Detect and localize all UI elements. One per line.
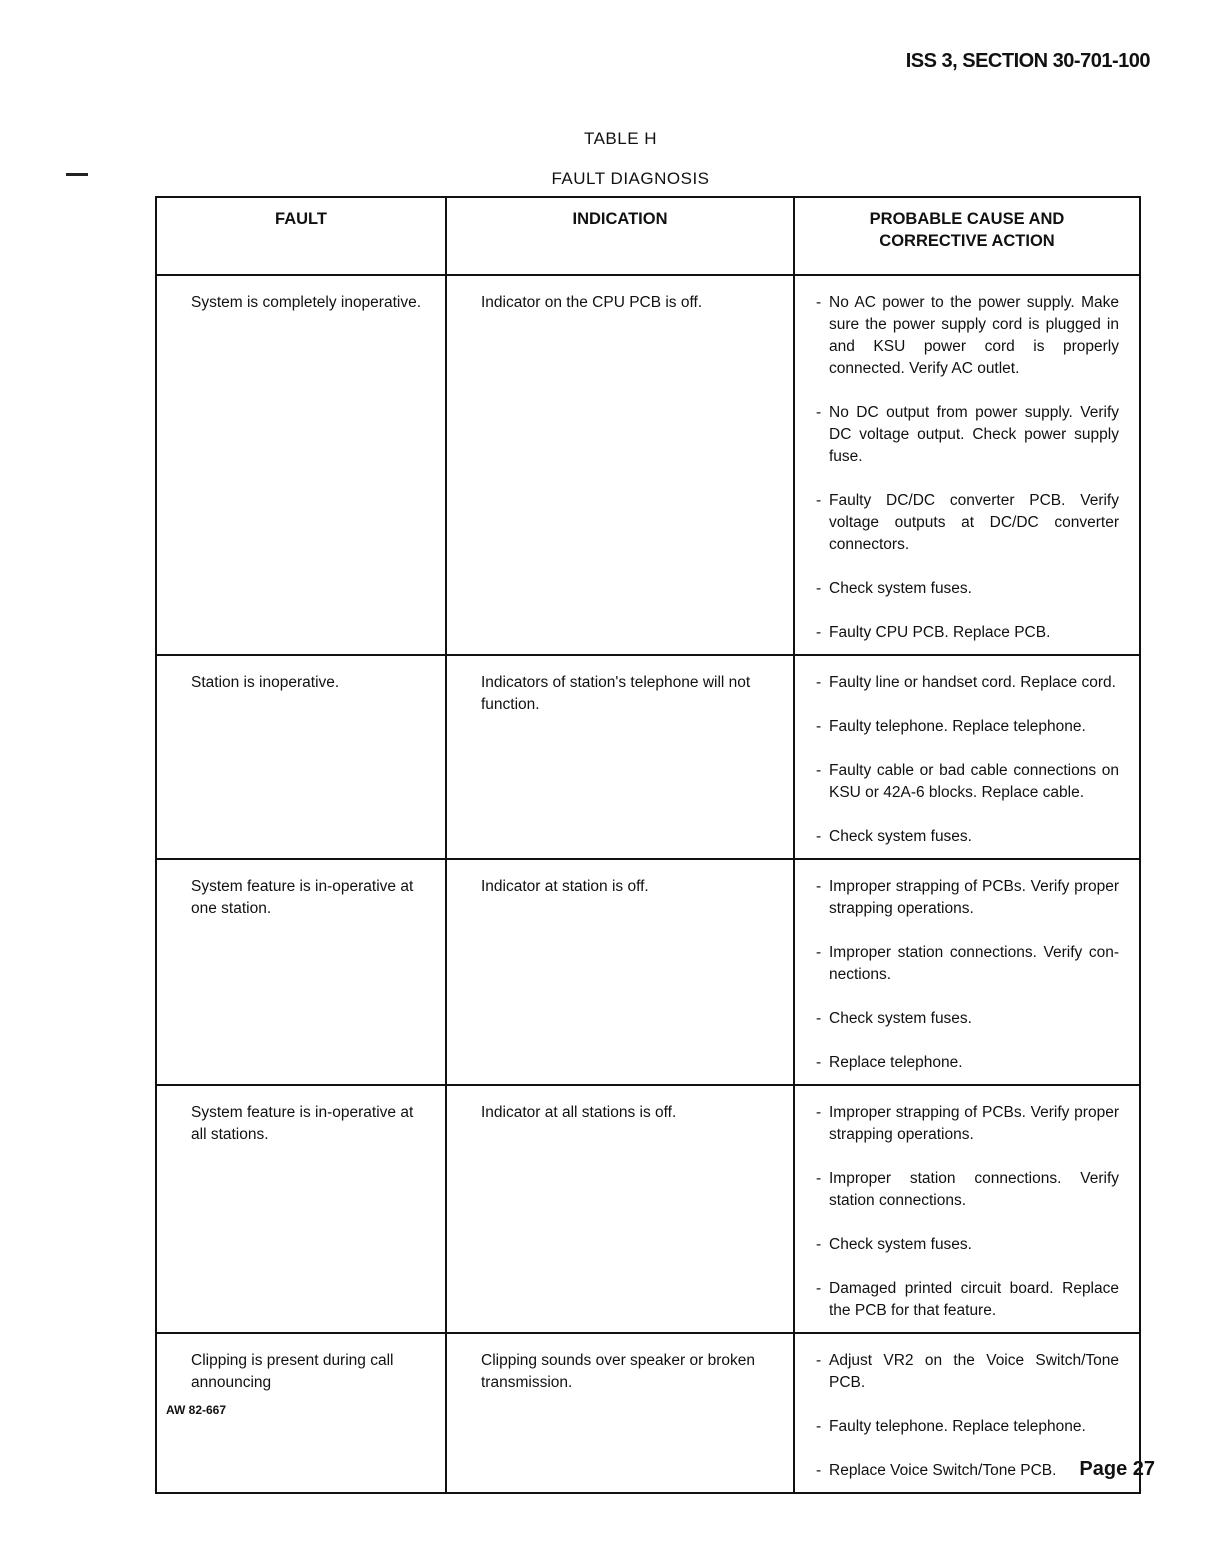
cause-item: - Check system fuses. [829,578,1119,600]
cause-cell [794,655,1140,859]
cause-item: - Faulty DC/DC converter PCB. Verify voltage outputs at DC/DC converter connectors. [829,490,1119,556]
cause-item: - Check system fuses. [829,1008,1119,1030]
cause-item: - Improper station connections. Verify con-nections. [829,942,1119,986]
cause-item: - Faulty line or handset cord. Replace cord. [829,672,1119,694]
column-header-cause: PROBABLE CAUSE AND CORRECTIVE ACTION [794,197,1140,275]
fault-cell: Station is inoperative. [156,655,446,859]
cause-item: - Faulty CPU PCB. Replace PCB. [829,622,1119,644]
cause-item: - Improper strapping of PCBs. Verify proper strapping operations. [829,1102,1119,1146]
table-row [156,275,1140,655]
column-header-indication: INDICATION [446,197,794,275]
cause-item: - No AC power to the power supply. Make sure the power supply cord is plugged in and KSU power cord is properly connected. Verify AC outlet. [829,292,1119,380]
cause-item: - Faulty cable or bad cable connections on KSU or 42A-6 blocks. Replace cable. [829,760,1119,804]
cause-cell [794,275,1140,655]
indication-cell: Clipping sounds over speaker or broken transmission. [446,1333,794,1493]
fault-diagnosis-table [155,196,1141,1494]
cause-item: - Check system fuses. [829,826,1119,848]
cause-item: - Faulty telephone. Replace telephone. [829,716,1119,738]
indication-cell: Indicators of station's telephone will not function. [446,655,794,859]
column-header-fault: FAULT [156,197,446,275]
cause-item: - Damaged printed circuit board. Replace the PCB for that feature. [829,1278,1119,1322]
cause-item: - Improper station connections. Verify station connections. [829,1168,1119,1212]
cause-item: - Check system fuses. [829,1234,1119,1256]
cause-cell [794,1085,1140,1333]
cause-cell [794,859,1140,1085]
cause-item: - Replace Voice Switch/Tone PCB. [829,1460,1119,1482]
section-header: ISS 3, SECTION 30-701-100 [905,50,1150,72]
fault-cell: Clipping is present during call announcing [156,1333,446,1493]
table-header-row [156,197,1140,275]
table-row [156,1085,1140,1333]
indication-cell: Indicator at all stations is off. [446,1085,794,1333]
table-row [156,859,1140,1085]
fault-cell: System is completely inoperative. [156,275,446,655]
table-row [156,1333,1140,1493]
fault-cell: System feature is in-operative at one station. [156,859,446,1085]
fault-cell: System feature is in-operative at all stations. [156,1085,446,1333]
indication-cell: Indicator on the CPU PCB is off. [446,275,794,655]
cause-item: - Adjust VR2 on the Voice Switch/Tone PCB. [829,1350,1119,1394]
cause-item: - No DC output from power supply. Verify DC voltage output. Check power supply fuse. [829,402,1119,468]
table-subtitle: FAULT DIAGNOSIS [551,169,710,188]
cause-item: - Improper strapping of PCBs. Verify proper strapping operations. [829,876,1119,920]
page-number: Page 27 [1079,1458,1155,1480]
cause-item: - Replace telephone. [829,1052,1119,1074]
document-code: AW 82-667 [166,1403,227,1417]
indication-cell: Indicator at station is off. [446,859,794,1085]
cause-item: - Faulty telephone. Replace telephone. [829,1416,1119,1438]
table-row [156,655,1140,859]
table-title: TABLE H [583,129,658,148]
